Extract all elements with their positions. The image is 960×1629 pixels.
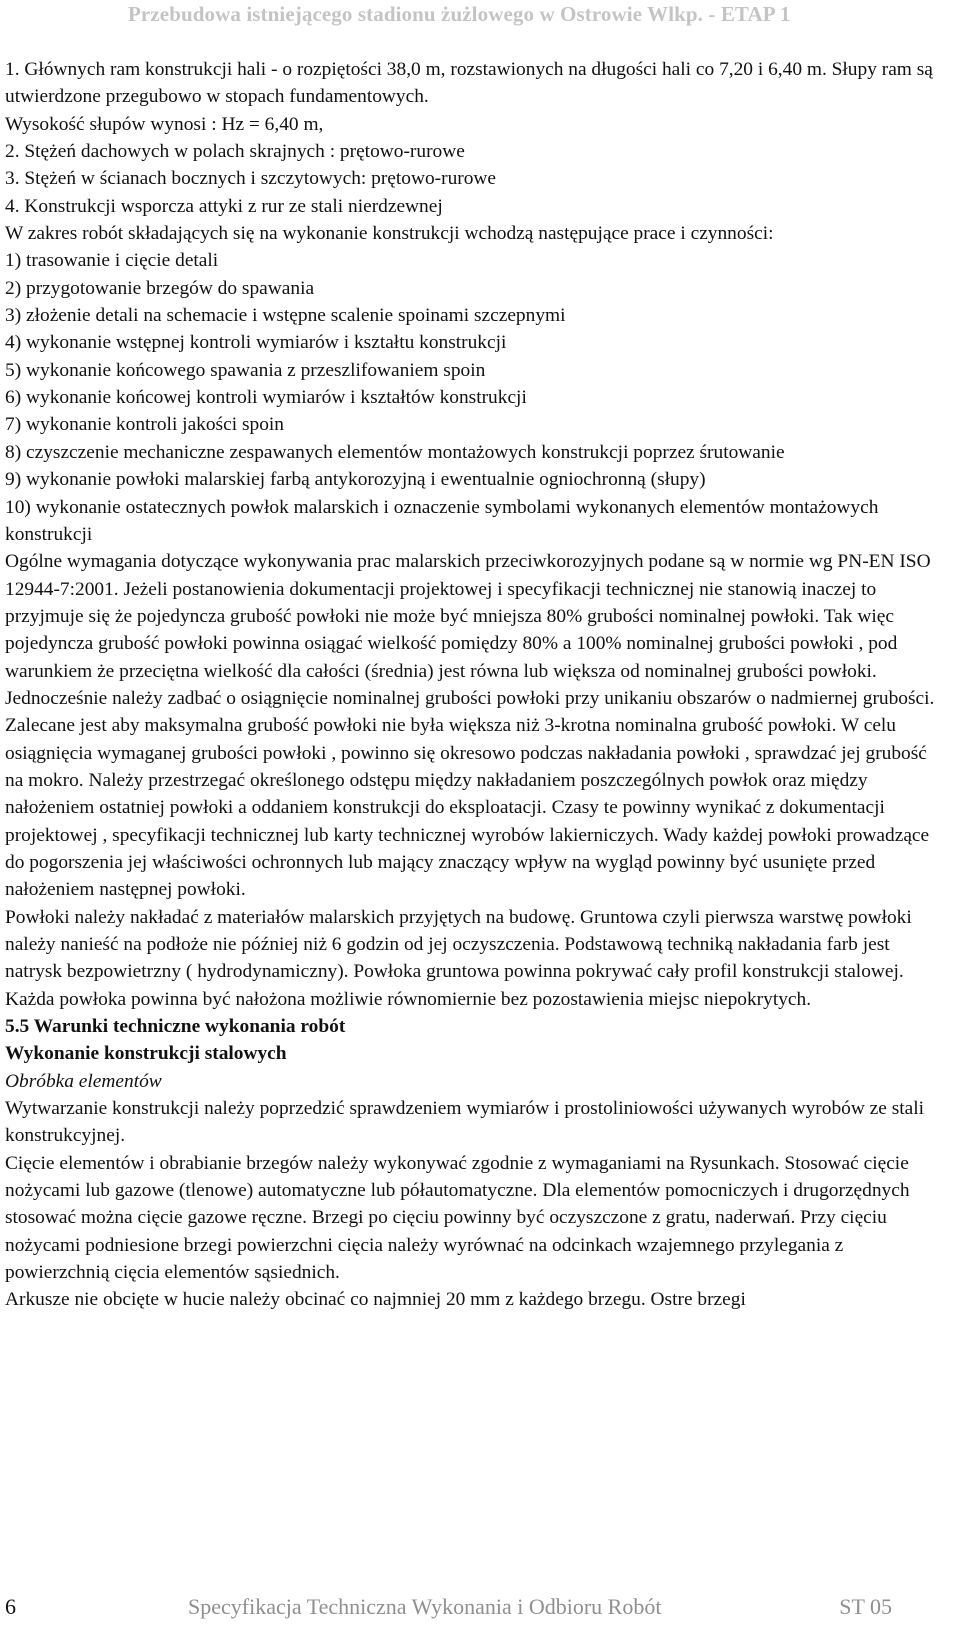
page-header — [0, 0, 960, 34]
subsection-heading-processing: Obróbka elementów — [5, 1070, 162, 1092]
subsection-heading-steel: Wykonanie konstrukcji stalowych — [5, 1043, 287, 1065]
page-number: 6 — [5, 1594, 16, 1619]
paragraph-scope-intro: W zakres robót składających się na wykonanie konstrukcji wchodzą następujące prace i czynności: — [5, 223, 774, 245]
list-item-step-5: 5) wykonanie końcowego spawania z przeszlifowaniem spoin — [5, 359, 486, 381]
list-item-step-1: 1) trasowanie i cięcie detali — [5, 250, 219, 272]
footer-code: ST 05 — [839, 1594, 892, 1619]
paragraph-coating-application: Powłoki należy nakładać z materiałów malarskich przyjętych na budowę. Gruntowa czyli pierwsza warstwę powłoki należy nanieść na podłoże nie później niż 6 godzin od jej oczyszczenia. Podstawową techniką nakładania farb jest natrysk bezpowietrzny ( hydrodynamiczny). Powłoka gruntowa powinna pokrywać cały profil konstrukcji stalowej. Każda powłoka powinna być nałożona możliwie równomiernie bez pozostawienia miejsc niepokrytych. — [5, 906, 912, 1010]
list-item-step-10: 10) wykonanie ostatecznych powłok malarskich i oznaczenie symbolami wykonanych elementów montażowych konstrukcji — [5, 496, 879, 545]
section-heading-5-5: 5.5 Warunki techniczne wykonania robót — [5, 1016, 346, 1038]
paragraph-painting-requirements: Ogólne wymagania dotyczące wykonywania prac malarskich przeciwkorozyjnych podane są w normie wg PN-EN ISO 12944-7:2001. Jeżeli postanowienia dokumentacji projektowej i specyfikacji technicznej nie stanowią inaczej to przyjmuje się że pojedyncza grubość powłoki nie może być mniejsza 80% grubości nominalnej powłoki. Tak więc pojedyncza grubość powłoki powinna osiągać wielkość pomiędzy 80% a 100% nominalnej grubości powłoki , pod warunkiem że przeciętna wielkość dla całości (średnia) jest równa lub większa od nominalnej grubości powłoki. Jednocześnie należy zadbać o osiągnięcie nominalnej grubości powłoki przy unikaniu obszarów o nadmiernej grubości. Zalecane jest aby maksymalna grubość powłoki nie była większa niż 3-krotna nominalna grubość powłoki. W celu osiągnięcia wymaganej grubości powłoki , powinno się okresowo podczas nakładania powłoki , sprawdzać jej grubość na mokro. Należy przestrzegać określonego odstępu między nakładaniem poszczególnych powłok oraz między nałożeniem ostatniej powłoki a oddaniem konstrukcji do eksploatacji. Czasy te powinny wynikać z dokumentacji projektowej , specyfikacji technicznej lub karty technicznej wyrobów lakierniczych. Wady każdej powłoki prowadzące do pogorszenia jej właściwości ochronnych lub mający znaczący wpływ na wygląd powinny być usunięte przed nałożeniem następnej powłoki. — [5, 551, 935, 901]
paragraph-column-height: Wysokość słupów wynosi : Hz = 6,40 m, — [5, 113, 324, 135]
paragraph-frame-item-1: 1. Głównych ram konstrukcji hali - o rozpiętości 38,0 m, rozstawionych na długości hali co 7,20 i 6,40 m. Słupy ram są utwierdzone przegubowo w stopach fundamentowych. — [5, 59, 933, 108]
paragraph-frame-item-4: 4. Konstrukcji wsporcza attyki z rur ze stali nierdzewnej — [5, 195, 443, 217]
list-item-step-9: 9) wykonanie powłoki malarskiej farbą antykorozyjną i ewentualnie ogniochronną (słupy) — [5, 469, 706, 491]
list-item-step-2: 2) przygotowanie brzegów do spawania — [5, 277, 315, 299]
footer-title: Specyfikacja Techniczna Wykonania i Odbioru Robót — [188, 1594, 662, 1619]
list-item-step-7: 7) wykonanie kontroli jakości spoin — [5, 414, 284, 436]
list-item-step-3: 3) złożenie detali na schemacie i wstępne scalenie spoinami szczepnymi — [5, 305, 566, 327]
paragraph-frame-item-2: 2. Stężeń dachowych w polach skrajnych : prętowo-rurowe — [5, 141, 465, 163]
paragraph-dimension-check: Wytwarzanie konstrukcji należy poprzedzić sprawdzeniem wymiarów i prostoliniowości używanych wyrobów ze stali konstrukcyjnej. — [5, 1098, 925, 1147]
list-item-step-4: 4) wykonanie wstępnej kontroli wymiarów i kształtu konstrukcji — [5, 332, 507, 354]
paragraph-cutting: Cięcie elementów i obrabianie brzegów należy wykonywać zgodnie z wymaganiami na Rysunkach. Stosować cięcie nożycami lub gazowe (tlenowe) automatyczne lub półautomatyczne. Dla elementów pomocniczych i drugorzędnych stosować można cięcie gazowe ręczne. Brzegi po cięciu powinny być oczyszczone z gratu, naderwań. Przy cięciu nożycami podniesione brzegi powierzchni cięcia należy wyrównać na odcinkach wzajemnego przylegania z powierzchnią cięcia elementów sąsiednich. — [5, 1152, 910, 1284]
list-item-step-8: 8) czyszczenie mechaniczne zespawanych elementów montażowych konstrukcji poprzez śrutowanie — [5, 441, 785, 463]
paragraph-frame-item-3: 3. Stężeń w ścianach bocznych i szczytowych: prętowo-rurowe — [5, 168, 497, 190]
document-body — [5, 56, 950, 1314]
paragraph-sheet-trimming: Arkusze nie obcięte w hucie należy obcinać co najmniej 20 mm z każdego brzegu. Ostre brzegi — [5, 1289, 746, 1311]
page-footer — [0, 1594, 960, 1624]
list-item-step-6: 6) wykonanie końcowej kontroli wymiarów i kształtów konstrukcji — [5, 387, 527, 409]
header-title: Przebudowa istniejącego stadionu żużlowego w Ostrowie Wlkp. - ETAP 1 — [128, 2, 791, 26]
